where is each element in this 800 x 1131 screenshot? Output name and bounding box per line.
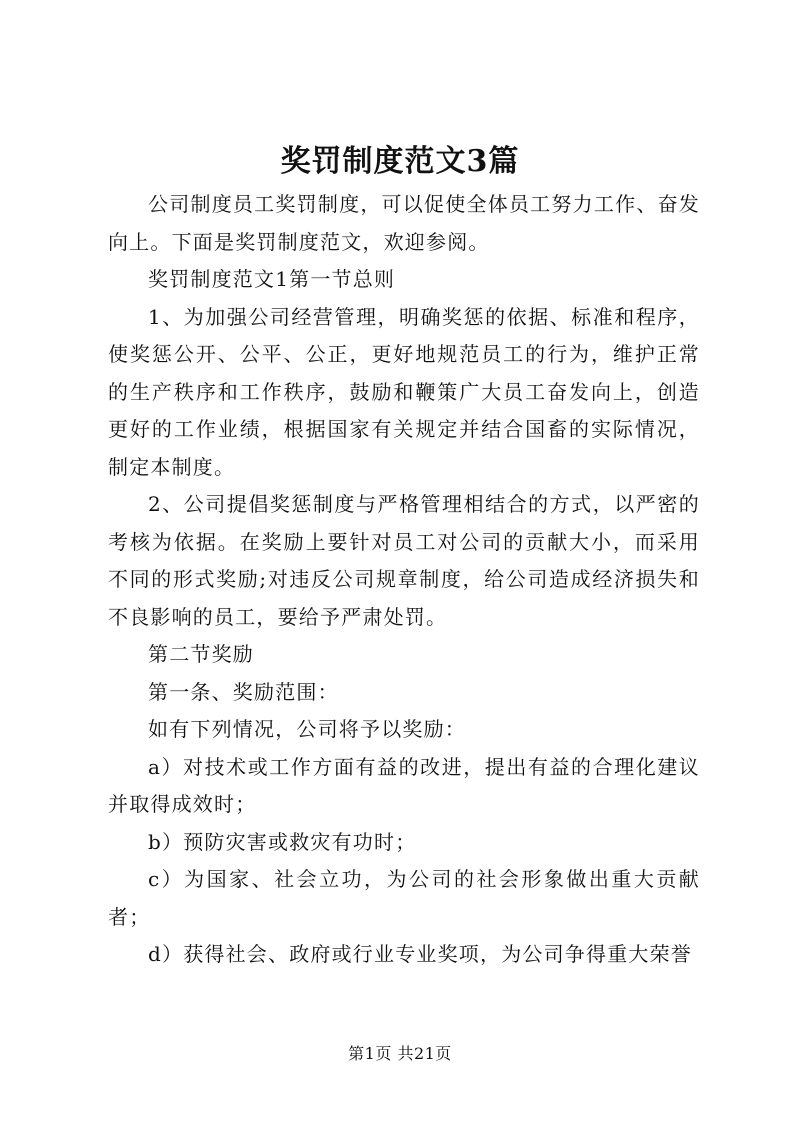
paragraph-section-heading: 奖罚制度范文1第一节总则 <box>148 267 396 291</box>
document-body <box>108 186 700 974</box>
paragraph-reward-a: a）对技术或工作方面有益的改进，提出有益的合理化建议并取得成效时； <box>108 754 700 816</box>
paragraph-reward-c: c）为国家、社会立功，为公司的社会形象做出重大贡献者； <box>108 867 700 929</box>
document-title: 奖罚制度范文3篇 <box>280 144 520 179</box>
paragraph-article-1: 第一条、奖励范围： <box>148 679 339 704</box>
paragraph-reward-intro: 如有下列情况，公司将予以奖励： <box>148 717 466 741</box>
paragraph-reward-d: d）获得社会、政府或行业专业奖项，为公司争得重大荣誉 <box>148 942 693 966</box>
paragraph-section-2-heading: 第二节奖励 <box>148 642 254 666</box>
paragraph-intro: 公司制度员工奖罚制度，可以促使全体员工努力工作、奋发向上。下面是奖罚制度范文，欢迎参阅。 <box>108 192 700 254</box>
paragraph-item-2: 2、公司提倡奖惩制度与严格管理相结合的方式，以严密的考核为依据。在奖励上要针对员工对公司的贡献大小，而采用不同的形式奖励;对违反公司规章制度，给公司造成经济损失和不良影响的员工，要给予严肃处罚。 <box>108 492 700 629</box>
page-footer: 第1页 共21页 <box>348 1044 452 1063</box>
paragraph-item-1: 1、为加强公司经营管理，明确奖惩的依据、标准和程序，使奖惩公开、公平、公正，更好地规范员工的行为，维护正常的生产秩序和工作秩序，鼓励和鞭策广大员工奋发向上，创造更好的工作业绩，根据国家有关规定并结合国畜的实际情况，制定本制度。 <box>108 304 700 479</box>
paragraph-reward-b: b）预防灾害或救灾有功时； <box>148 829 417 854</box>
